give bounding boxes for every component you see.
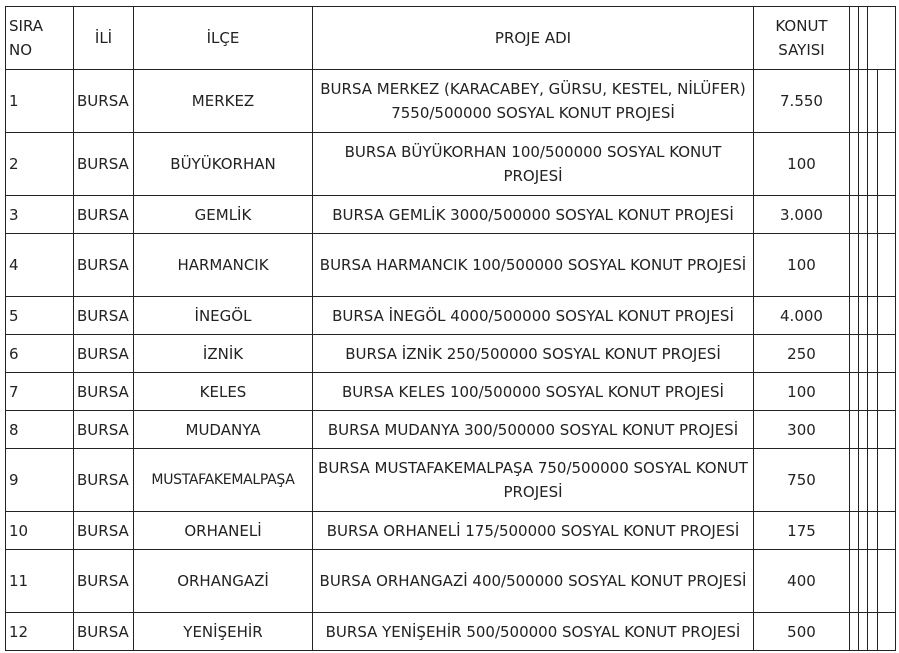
- empty-cell: [850, 449, 859, 512]
- empty-cell: [850, 373, 859, 411]
- row-number: 12: [6, 613, 74, 651]
- project-name-cell: BURSA YENİŞEHİR 500/500000 SOSYAL KONUT PROJESİ: [313, 613, 754, 651]
- district-cell: KELES: [134, 373, 313, 411]
- row-number: 3: [6, 196, 74, 234]
- empty-cell: [850, 550, 859, 613]
- district-cell: İZNİK: [134, 335, 313, 373]
- project-name-cell: BURSA GEMLİK 3000/500000 SOSYAL KONUT PROJESİ: [313, 196, 754, 234]
- province-cell: BURSA: [74, 449, 134, 512]
- project-name-cell: BURSA İNEGÖL 4000/500000 SOSYAL KONUT PROJESİ: [313, 297, 754, 335]
- province-cell: BURSA: [74, 234, 134, 297]
- project-name-cell: BURSA MUSTAFAKEMALPAŞA 750/500000 SOSYAL KONUT PROJESİ: [313, 449, 754, 512]
- housing-count-cell: 175: [754, 512, 850, 550]
- empty-cell: [868, 70, 878, 133]
- empty-cell: [878, 297, 896, 335]
- empty-cell: [868, 234, 878, 297]
- row-number: 8: [6, 411, 74, 449]
- housing-count-cell: 500: [754, 613, 850, 651]
- empty-cell: [859, 70, 868, 133]
- province-cell: BURSA: [74, 196, 134, 234]
- empty-column-header: [850, 7, 859, 70]
- row-number: 7: [6, 373, 74, 411]
- empty-cell: [859, 196, 868, 234]
- table-row: [6, 234, 896, 297]
- district-cell: İNEGÖL: [134, 297, 313, 335]
- empty-cell: [859, 335, 868, 373]
- row-number: 4: [6, 234, 74, 297]
- empty-cell: [850, 335, 859, 373]
- empty-cell: [878, 70, 896, 133]
- province-cell: BURSA: [74, 70, 134, 133]
- empty-cell: [850, 411, 859, 449]
- project-name-cell: BURSA ORHANGAZİ 400/500000 SOSYAL KONUT PROJESİ: [313, 550, 754, 613]
- housing-count-cell: 300: [754, 411, 850, 449]
- empty-cell: [850, 133, 859, 196]
- empty-cell: [850, 70, 859, 133]
- project-name-cell: BURSA İZNİK 250/500000 SOSYAL KONUT PROJESİ: [313, 335, 754, 373]
- empty-cell: [878, 373, 896, 411]
- district-cell: ORHANGAZİ: [134, 550, 313, 613]
- district-cell: HARMANCIK: [134, 234, 313, 297]
- province-cell: BURSA: [74, 613, 134, 651]
- column-header-sira-no: SIRA NO: [6, 7, 74, 70]
- empty-cell: [868, 133, 878, 196]
- column-header-proje-adi: PROJE ADI: [313, 7, 754, 70]
- empty-cell: [868, 411, 878, 449]
- project-name-cell: BURSA MERKEZ (KARACABEY, GÜRSU, KESTEL, NİLÜFER) 7550/500000 SOSYAL KONUT PROJESİ: [313, 70, 754, 133]
- empty-cell: [850, 613, 859, 651]
- empty-cell: [878, 335, 896, 373]
- province-cell: BURSA: [74, 550, 134, 613]
- project-name-cell: BURSA MUDANYA 300/500000 SOSYAL KONUT PROJESİ: [313, 411, 754, 449]
- table-row: [6, 70, 896, 133]
- empty-cell: [878, 234, 896, 297]
- row-number: 2: [6, 133, 74, 196]
- table-row: [6, 196, 896, 234]
- project-name-cell: BURSA HARMANCIK 100/500000 SOSYAL KONUT PROJESİ: [313, 234, 754, 297]
- table-row: [6, 550, 896, 613]
- housing-count-cell: 4.000: [754, 297, 850, 335]
- table-row: [6, 297, 896, 335]
- project-name-cell: BURSA KELES 100/500000 SOSYAL KONUT PROJESİ: [313, 373, 754, 411]
- empty-cell: [868, 335, 878, 373]
- housing-count-cell: 3.000: [754, 196, 850, 234]
- table-row: [6, 373, 896, 411]
- empty-cell: [878, 613, 896, 651]
- housing-count-cell: 100: [754, 133, 850, 196]
- empty-cell: [868, 297, 878, 335]
- district-cell: YENİŞEHİR: [134, 613, 313, 651]
- row-number: 5: [6, 297, 74, 335]
- header-row: [6, 7, 896, 70]
- empty-column-header: [859, 7, 868, 70]
- empty-cell: [859, 234, 868, 297]
- empty-cell: [878, 411, 896, 449]
- empty-cell: [859, 373, 868, 411]
- empty-cell: [868, 512, 878, 550]
- province-cell: BURSA: [74, 133, 134, 196]
- empty-cell: [859, 613, 868, 651]
- row-number: 6: [6, 335, 74, 373]
- empty-cell: [859, 297, 868, 335]
- province-cell: BURSA: [74, 373, 134, 411]
- column-header-konut-sayisi: KONUT SAYISI: [754, 7, 850, 70]
- table-row: [6, 613, 896, 651]
- district-cell: MUDANYA: [134, 411, 313, 449]
- table-row: [6, 335, 896, 373]
- empty-cell: [850, 297, 859, 335]
- project-name-cell: BURSA ORHANELİ 175/500000 SOSYAL KONUT PROJESİ: [313, 512, 754, 550]
- empty-cell: [868, 449, 878, 512]
- empty-cell: [850, 196, 859, 234]
- column-header-ilce: İLÇE: [134, 7, 313, 70]
- empty-cell: [878, 512, 896, 550]
- district-cell: MERKEZ: [134, 70, 313, 133]
- empty-cell: [850, 512, 859, 550]
- empty-cell: [859, 550, 868, 613]
- district-cell: BÜYÜKORHAN: [134, 133, 313, 196]
- table-row: [6, 411, 896, 449]
- district-cell: ORHANELİ: [134, 512, 313, 550]
- district-cell: MUSTAFAKEMALPAŞA: [134, 449, 313, 512]
- column-header-ili: İLİ: [74, 7, 134, 70]
- housing-count-cell: 250: [754, 335, 850, 373]
- district-cell: GEMLİK: [134, 196, 313, 234]
- housing-count-cell: 400: [754, 550, 850, 613]
- table-row: [6, 449, 896, 512]
- empty-cell: [868, 550, 878, 613]
- empty-cell: [868, 196, 878, 234]
- project-name-cell: BURSA BÜYÜKORHAN 100/500000 SOSYAL KONUT PROJESİ: [313, 133, 754, 196]
- housing-count-cell: 100: [754, 234, 850, 297]
- empty-cell: [878, 449, 896, 512]
- housing-count-cell: 100: [754, 373, 850, 411]
- empty-cell: [859, 449, 868, 512]
- table-row: [6, 133, 896, 196]
- empty-column-header: [868, 7, 896, 70]
- row-number: 1: [6, 70, 74, 133]
- empty-cell: [878, 133, 896, 196]
- empty-cell: [868, 373, 878, 411]
- empty-cell: [859, 411, 868, 449]
- row-number: 9: [6, 449, 74, 512]
- empty-cell: [859, 133, 868, 196]
- empty-cell: [868, 613, 878, 651]
- empty-cell: [878, 196, 896, 234]
- housing-count-cell: 7.550: [754, 70, 850, 133]
- province-cell: BURSA: [74, 335, 134, 373]
- table-row: [6, 512, 896, 550]
- housing-projects-table: [5, 6, 896, 651]
- province-cell: BURSA: [74, 512, 134, 550]
- empty-cell: [878, 550, 896, 613]
- row-number: 11: [6, 550, 74, 613]
- housing-count-cell: 750: [754, 449, 850, 512]
- empty-cell: [850, 234, 859, 297]
- province-cell: BURSA: [74, 297, 134, 335]
- province-cell: BURSA: [74, 411, 134, 449]
- row-number: 10: [6, 512, 74, 550]
- empty-cell: [859, 512, 868, 550]
